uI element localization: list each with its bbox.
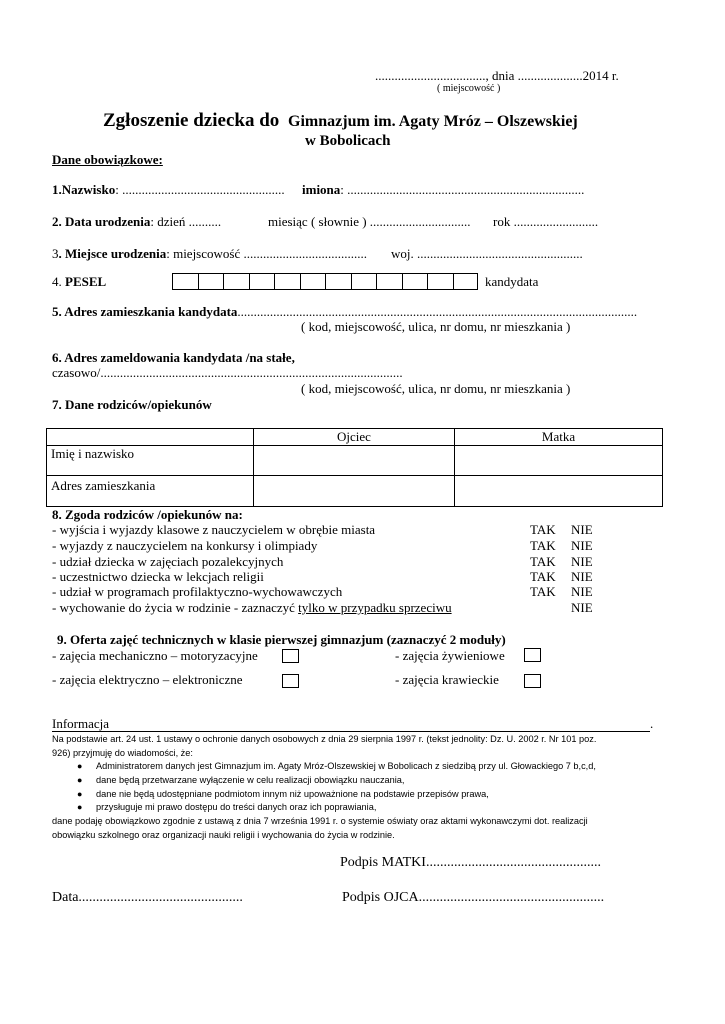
surname-field[interactable]: [52, 182, 285, 198]
pesel-digit-box[interactable]: [402, 273, 428, 290]
place-caption: ( miejscowość ): [437, 83, 501, 94]
father-signature-line[interactable]: Podpis OJCA.....................................................: [342, 890, 605, 905]
pesel-digit-box[interactable]: [274, 273, 300, 290]
bullet-icon: ●: [77, 775, 83, 785]
info-bullet-1: Administratorem danych jest Gimnazjum im. Agaty Mróz-Olszewskiej w Bobolicach z siedzibą przy ul. Głowackiego 7 b,c,d,: [96, 761, 596, 771]
voivodeship-dots[interactable]: woj. ...................................................: [391, 246, 583, 261]
consent-yes-option[interactable]: TAK: [530, 554, 556, 569]
consent-yes-option[interactable]: TAK: [530, 522, 556, 537]
first-names-dots[interactable]: : .........................................................................: [340, 182, 585, 197]
table-row: [47, 476, 663, 507]
info-heading: Informacja: [52, 716, 110, 731]
consent-no-option[interactable]: NIE: [571, 522, 593, 537]
place-date-line[interactable]: .................................., dnia ....................2014 r.: [375, 68, 619, 83]
date-line[interactable]: Data...............................................: [52, 890, 243, 905]
consent-family-life-text: [52, 600, 452, 616]
parents-table: [46, 428, 663, 507]
pesel-suffix: kandydata: [485, 274, 539, 289]
pesel-num: 4.: [52, 274, 65, 289]
pesel-boxes[interactable]: [172, 273, 478, 290]
pesel-digit-box[interactable]: [325, 273, 351, 290]
info-line-2: 926) przyjmuję do wiadomości, że:: [52, 748, 193, 758]
address-row-label: Adres zamieszkania: [47, 476, 254, 507]
pesel-digit-box[interactable]: [300, 273, 326, 290]
surname-label: 1.Nazwisko: [52, 182, 116, 197]
mother-address-cell[interactable]: [455, 476, 663, 507]
birth-place-label: . Miejsce urodzenia: [58, 246, 167, 261]
info-end-dot: .: [650, 716, 654, 731]
info-bullet-2: dane będą przetwarzane wyłączenie w celu realizacji obowiązku nauczania,: [96, 775, 405, 785]
surname-dots[interactable]: : ..................................................: [115, 182, 285, 197]
pesel-label: PESEL: [65, 274, 107, 289]
pesel-digit-box[interactable]: [376, 273, 402, 290]
form-title: [103, 110, 578, 132]
consent-item-text: - udział dziecka w zajęciach pozalekcyjnych: [52, 554, 284, 569]
offer-elec-checkbox[interactable]: [282, 674, 299, 688]
mandatory-heading: Dane obowiązkowe:: [52, 152, 163, 167]
title-prefix: Zgłoszenie dziecka do: [103, 110, 280, 131]
registration-address-hint: ( kod, miejscowość, ulica, nr domu, nr mieszkania ): [301, 381, 571, 396]
mother-signature-line[interactable]: Podpis MATKI..................................................: [340, 855, 601, 870]
offer-elec-label: - zajęcia elektryczno – elektroniczne: [52, 672, 243, 687]
bullet-icon: ●: [77, 802, 83, 812]
father-name-cell[interactable]: [254, 446, 455, 476]
pesel-digit-box[interactable]: [198, 273, 224, 290]
birth-place-num: 3: [52, 246, 59, 261]
pesel-digit-box[interactable]: [351, 273, 377, 290]
consent-no-option[interactable]: NIE: [571, 569, 593, 584]
registration-address-dots[interactable]: czasowo/.............................................................................................: [52, 365, 403, 380]
pesel-digit-box[interactable]: [172, 273, 198, 290]
pesel-digit-box[interactable]: [453, 273, 479, 290]
consent-no-option[interactable]: NIE: [571, 538, 593, 553]
consent-no-option[interactable]: NIE: [571, 554, 593, 569]
birth-year-dots[interactable]: rok ..........................: [493, 214, 599, 229]
name-row-label: Imię i nazwisko: [47, 446, 254, 476]
residence-address-field[interactable]: [52, 304, 637, 320]
birth-day-dots[interactable]: : dzień ..........: [150, 214, 222, 229]
table-row: [47, 446, 663, 476]
residence-address-hint: ( kod, miejscowość, ulica, nr domu, nr mieszkania ): [301, 319, 571, 334]
offer-food-label: - zajęcia żywieniowe: [395, 648, 505, 663]
consent-item-text: - uczestnictwo dziecka w lekcjach religii: [52, 569, 264, 584]
mother-column-header: Matka: [455, 429, 663, 446]
residence-address-label: 5. Adres zamieszkania kandydata: [52, 304, 238, 319]
table-header-row: [47, 429, 663, 446]
birth-date-field[interactable]: [52, 214, 221, 230]
consent-item-text: - udział w programach profilaktyczno-wychowawczych: [52, 584, 343, 599]
consent-heading: 8. Zgoda rodziców /opiekunów na:: [52, 507, 243, 522]
info-line-4: obowiązku szkolnego oraz organizacji nauki religii i wychowania do życia w rodzinie.: [52, 830, 395, 840]
mother-name-cell[interactable]: [455, 446, 663, 476]
pesel-digit-box[interactable]: [223, 273, 249, 290]
info-bullet-3: dane nie będą udostępniane podmiotom innym niż upoważnione na podstawie przepisów prawa,: [96, 789, 489, 799]
residence-address-dots[interactable]: ...........................................................................................................................: [237, 304, 638, 319]
consent-yes-option[interactable]: TAK: [530, 569, 556, 584]
pesel-digit-box[interactable]: [249, 273, 275, 290]
birth-place-field[interactable]: [52, 246, 367, 262]
info-line-1: Na podstawie art. 24 ust. 1 ustawy o ochronie danych osobowych z dnia 29 sierpnia 1997 r. (tekst jednolity: Dz. U. 2002 r. Nr 101 poz.: [52, 734, 597, 744]
table-corner-cell: [47, 429, 254, 446]
offer-mech-label: - zajęcia mechaniczno – motoryzacyjne: [52, 648, 258, 663]
info-underline: [52, 731, 650, 732]
first-names-label: imiona: [302, 182, 341, 197]
offer-mech-checkbox[interactable]: [282, 649, 299, 663]
father-column-header: Ojciec: [254, 429, 455, 446]
offer-tailor-checkbox[interactable]: [524, 674, 541, 688]
birth-city-dots[interactable]: : miejscowość ......................................: [166, 246, 367, 261]
consent-item-text: - wyjazdy z nauczycielem na konkursy i olimpiady: [52, 538, 318, 553]
parents-heading: 7. Dane rodziców/opiekunów: [52, 397, 212, 412]
birth-date-label: 2. Data urodzenia: [52, 214, 151, 229]
offer-tailor-label: - zajęcia krawieckie: [395, 672, 499, 687]
consent-no-option[interactable]: NIE: [571, 584, 593, 599]
registration-address-label: 6. Adres zameldowania kandydata /na stałe,: [52, 350, 295, 365]
info-bullet-4: przysługuje mi prawo dostępu do treści danych oraz ich poprawiania,: [96, 802, 377, 812]
consent-family-life-underlined: tylko w przypadku sprzeciwu: [298, 600, 452, 615]
offer-food-checkbox[interactable]: [524, 648, 541, 662]
birth-month-dots[interactable]: miesiąc ( słownie ) ...............................: [268, 214, 471, 229]
pesel-label-wrap: [52, 274, 106, 290]
father-address-cell[interactable]: [254, 476, 455, 507]
consent-yes-option[interactable]: TAK: [530, 538, 556, 553]
consent-family-life-prefix: - wychowanie do życia w rodzinie - zaznaczyć: [52, 600, 299, 615]
consent-yes-option[interactable]: TAK: [530, 584, 556, 599]
info-line-3: dane podaję obowiązkowo zgodnie z ustawą z dnia 7 września 1991 r. o systemie oświaty oraz aktami wykonawczymi dot. realizacji: [52, 816, 588, 826]
bullet-icon: ●: [77, 761, 83, 771]
title-city: w Bobolicach: [305, 133, 391, 149]
first-names-field[interactable]: [302, 182, 584, 198]
consent-item-text: - wyjścia i wyjazdy klasowe z nauczycielem w obrębie miasta: [52, 522, 376, 537]
consent-no-option[interactable]: NIE: [571, 600, 593, 615]
bullet-icon: ●: [77, 789, 83, 799]
offer-heading: 9. Oferta zajęć technicznych w klasie pierwszej gimnazjum (zaznaczyć 2 moduły): [57, 632, 506, 647]
title-school: Gimnazjum im. Agaty Mróz – Olszewskiej: [288, 113, 578, 130]
pesel-digit-box[interactable]: [427, 273, 453, 290]
